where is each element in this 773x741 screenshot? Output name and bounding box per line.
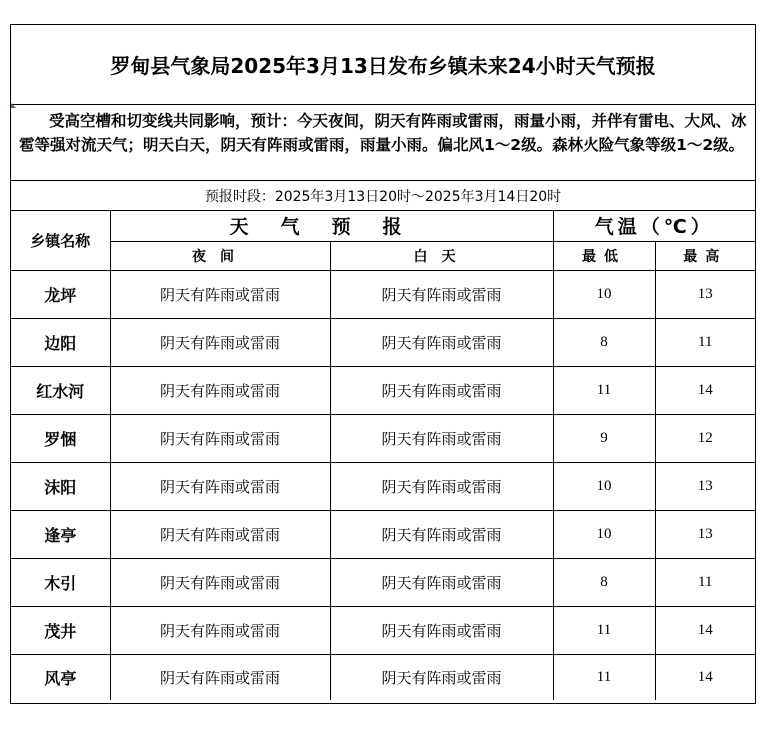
summary-text: 受高空槽和切变线共同影响，预计：今天夜间，阴天有阵雨或雷雨，雨量小雨，并伴有雷电、大风、冰雹等强对流天气；明天白天，阴天有阵雨或雷雨，雨量小雨。偏北风1～2级。森林火险气象等级1～2级。 — [19, 112, 747, 154]
night-weather: 阴天有阵雨或雷雨 — [110, 414, 330, 462]
table-row — [11, 318, 755, 366]
town-name: 茂井 — [11, 606, 110, 654]
max-temp: 14 — [655, 366, 755, 414]
max-temp: 14 — [655, 654, 755, 700]
town-name: 罗悃 — [11, 414, 110, 462]
night-weather: 阴天有阵雨或雷雨 — [110, 510, 330, 558]
header-temperature: 气温（℃） — [553, 211, 755, 241]
max-temp: 13 — [655, 270, 755, 318]
forecast-table — [11, 211, 755, 700]
town-name: 逢亭 — [11, 510, 110, 558]
header-day: 白天 — [330, 241, 553, 270]
header-max: 最高 — [655, 241, 755, 270]
day-weather: 阴天有阵雨或雷雨 — [330, 270, 553, 318]
min-temp: 11 — [553, 366, 655, 414]
max-temp: 14 — [655, 606, 755, 654]
town-name: 风亭 — [11, 654, 110, 700]
max-temp: 11 — [655, 558, 755, 606]
min-temp: 10 — [553, 270, 655, 318]
table-row — [11, 654, 755, 700]
table-row — [11, 606, 755, 654]
night-weather: 阴天有阵雨或雷雨 — [110, 558, 330, 606]
table-row — [11, 270, 755, 318]
night-weather: 阴天有阵雨或雷雨 — [110, 654, 330, 700]
day-weather: 阴天有阵雨或雷雨 — [330, 318, 553, 366]
forecast-sheet — [10, 24, 756, 704]
day-weather: 阴天有阵雨或雷雨 — [330, 606, 553, 654]
max-temp: 11 — [655, 318, 755, 366]
min-temp: 9 — [553, 414, 655, 462]
table-row — [11, 462, 755, 510]
max-temp: 13 — [655, 510, 755, 558]
min-temp: 11 — [553, 654, 655, 700]
town-name: 木引 — [11, 558, 110, 606]
night-weather: 阴天有阵雨或雷雨 — [110, 606, 330, 654]
min-temp: 8 — [553, 318, 655, 366]
day-weather: 阴天有阵雨或雷雨 — [330, 510, 553, 558]
night-weather: 阴天有阵雨或雷雨 — [110, 270, 330, 318]
max-temp: 12 — [655, 414, 755, 462]
forecast-period: 预报时段：2025年3月13日20时～2025年3月14日20时 — [11, 181, 755, 211]
table-row — [11, 414, 755, 462]
day-weather: 阴天有阵雨或雷雨 — [330, 366, 553, 414]
header-town: 乡镇名称 — [11, 211, 110, 270]
page-title: 罗甸县气象局2025年3月13日发布乡镇未来24小时天气预报 — [11, 25, 755, 105]
header-min: 最低 — [553, 241, 655, 270]
town-name: 沫阳 — [11, 462, 110, 510]
town-name: 边阳 — [11, 318, 110, 366]
town-name: 红水河 — [11, 366, 110, 414]
table-row — [11, 366, 755, 414]
min-temp: 10 — [553, 510, 655, 558]
header-forecast-text: 天气预报 — [229, 216, 434, 239]
table-row — [11, 558, 755, 606]
table-row — [11, 510, 755, 558]
day-weather: 阴天有阵雨或雷雨 — [330, 414, 553, 462]
night-weather: 阴天有阵雨或雷雨 — [110, 366, 330, 414]
night-weather: 阴天有阵雨或雷雨 — [110, 462, 330, 510]
header-forecast — [110, 211, 553, 241]
day-weather: 阴天有阵雨或雷雨 — [330, 558, 553, 606]
forecast-summary — [11, 105, 755, 181]
night-weather: 阴天有阵雨或雷雨 — [110, 318, 330, 366]
max-temp: 13 — [655, 462, 755, 510]
min-temp: 10 — [553, 462, 655, 510]
day-weather: 阴天有阵雨或雷雨 — [330, 462, 553, 510]
min-temp: 11 — [553, 606, 655, 654]
min-temp: 8 — [553, 558, 655, 606]
town-name: 龙坪 — [11, 270, 110, 318]
header-night: 夜间 — [110, 241, 330, 270]
day-weather: 阴天有阵雨或雷雨 — [330, 654, 553, 700]
